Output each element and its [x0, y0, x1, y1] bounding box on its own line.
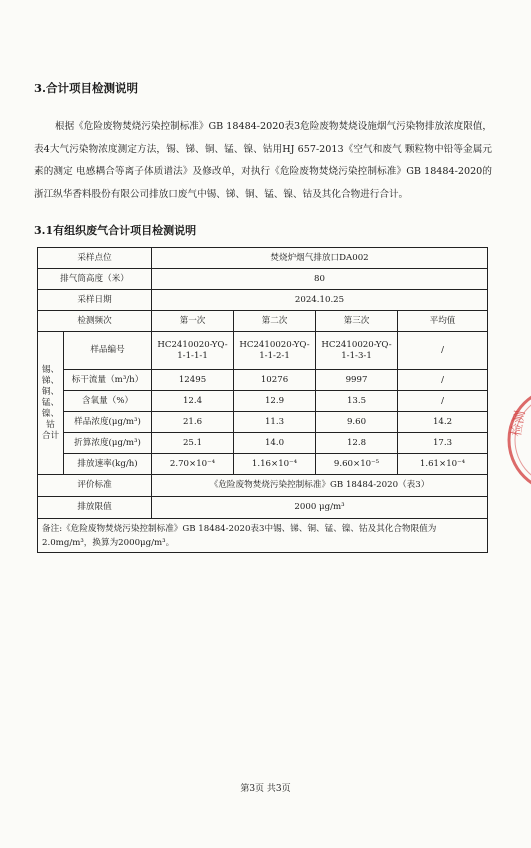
- cell-value: 12.9: [234, 391, 316, 412]
- stack-height-value: 80: [152, 269, 488, 290]
- svg-text:检测: 检测: [509, 409, 529, 438]
- table-row: [38, 454, 488, 475]
- row-label: 排放速率(kg/h): [64, 454, 152, 475]
- cell-value: /: [398, 332, 488, 370]
- page-footer: 第3页 共3页: [240, 784, 291, 794]
- cell-value: 25.1: [152, 433, 234, 454]
- standard-label: 评价标准: [38, 475, 152, 497]
- cell-value: 12.4: [152, 391, 234, 412]
- cell-value: HC2410020-YQ-1-1-3-1: [316, 332, 398, 370]
- table-row: [38, 370, 488, 391]
- frequency-row: [38, 311, 488, 332]
- cell-value: 21.6: [152, 412, 234, 433]
- sampling-point-row: [38, 248, 488, 269]
- frequency-label: 检测频次: [38, 311, 152, 332]
- section-3-1-title: 3.1有组织废气合计项目检测说明: [34, 224, 197, 237]
- cell-value: 2.70×10⁻⁴: [152, 454, 234, 475]
- stack-height-label: 排气筒高度（米）: [38, 269, 152, 290]
- section-3-title: 3.合计项目检测说明: [34, 81, 139, 95]
- red-seal-icon: [506, 375, 531, 505]
- row-label: 样品浓度(μg/m³): [64, 412, 152, 433]
- limit-row: [38, 497, 488, 519]
- cell-value: 1.16×10⁻⁴: [234, 454, 316, 475]
- intro-paragraph: 根据《危险废物焚烧污染控制标准》GB 18484-2020表3危险废物焚烧设施烟气污染物排放浓度限值，表4大气污染物浓度测定方法，锡、锑、铜、锰、镍、钴用HJ 657-2013《空气和废气 颗粒物中铅等金属元素的测定 电感耦合等离子体质谱法》及修改单，对执行《危险废物焚烧污染控制标准》GB 18484-2020的浙江纵华香料股份有限公司排放口废气中锡、锑、铜、锰、镍、钴及其化合物进行合计。: [34, 121, 493, 200]
- cell-value: /: [398, 370, 488, 391]
- cell-value: 11.3: [234, 412, 316, 433]
- freq-header-3: 第三次: [316, 311, 398, 332]
- row-label: 折算浓度(μg/m³): [64, 433, 152, 454]
- cell-value: 9.60: [316, 412, 398, 433]
- cell-value: 12.8: [316, 433, 398, 454]
- table-note: 备注:《危险废物焚烧污染控制标准》GB 18484-2020表3中锡、锑、铜、锰、镍、钴及其化合物限值为2.0mg/m³，换算为2000μg/m³。: [38, 519, 488, 553]
- cell-value: 14.0: [234, 433, 316, 454]
- row-label: 含氧量（%）: [64, 391, 152, 412]
- cell-value: /: [398, 391, 488, 412]
- standard-row: [38, 475, 488, 497]
- table-row: [38, 332, 488, 370]
- note-row: [38, 519, 488, 553]
- sampling-date-value: 2024.10.25: [152, 290, 488, 311]
- freq-header-2: 第二次: [234, 311, 316, 332]
- freq-header-avg: 平均值: [398, 311, 488, 332]
- table-row: [38, 433, 488, 454]
- cell-value: 1.61×10⁻⁴: [398, 454, 488, 475]
- table-row: [38, 412, 488, 433]
- limit-value: 2000 μg/m³: [152, 497, 488, 519]
- stack-height-row: [38, 269, 488, 290]
- freq-header-1: 第一次: [152, 311, 234, 332]
- cell-value: 14.2: [398, 412, 488, 433]
- sampling-point-value: 焚烧炉烟气排放口DA002: [152, 248, 488, 269]
- standard-value: 《危险废物焚烧污染控制标准》GB 18484-2020（表3）: [152, 475, 488, 497]
- cell-value: 17.3: [398, 433, 488, 454]
- limit-label: 排放限值: [38, 497, 152, 519]
- cell-value: 13.5: [316, 391, 398, 412]
- cell-value: 10276: [234, 370, 316, 391]
- row-label: 标干流量（m³/h）: [64, 370, 152, 391]
- row-label: 样品编号: [64, 332, 152, 370]
- cell-value: HC2410020-YQ-1-1-2-1: [234, 332, 316, 370]
- sampling-point-label: 采样点位: [38, 248, 152, 269]
- metal-group-label: 锡、锑、 铜、锰、 镍、钴 合计: [38, 332, 64, 475]
- table-row: [38, 391, 488, 412]
- cell-value: 12495: [152, 370, 234, 391]
- sampling-date-label: 采样日期: [38, 290, 152, 311]
- cell-value: 9.60×10⁻⁵: [316, 454, 398, 475]
- cell-value: HC2410020-YQ-1-1-1-1: [152, 332, 234, 370]
- cell-value: 9997: [316, 370, 398, 391]
- results-table: [37, 247, 488, 553]
- sampling-date-row: [38, 290, 488, 311]
